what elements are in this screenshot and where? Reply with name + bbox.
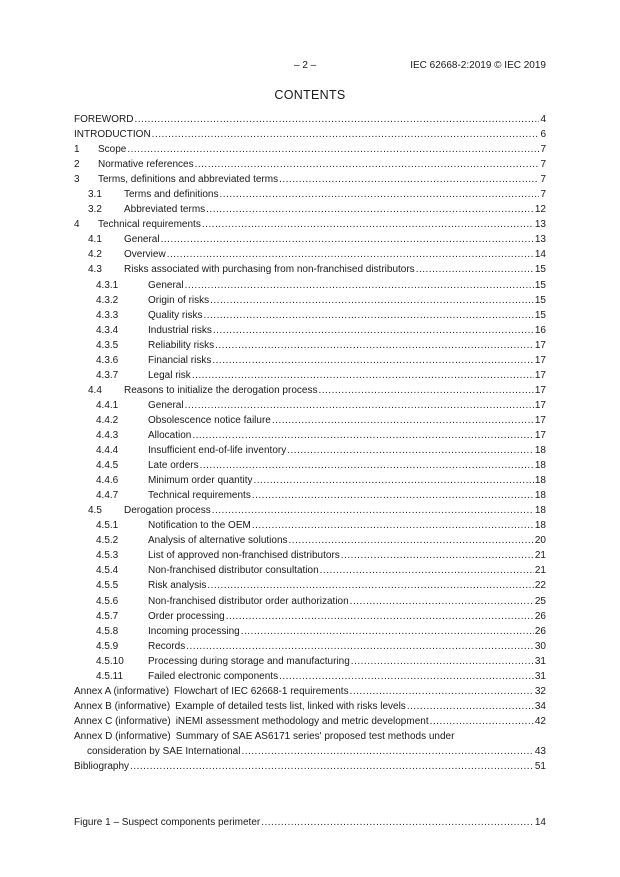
toc-entry-page: 42 bbox=[534, 715, 546, 727]
toc-entry-label: General bbox=[148, 279, 184, 291]
toc-entry-number: 4.2 bbox=[88, 249, 102, 261]
toc-entry-page: 7 bbox=[540, 189, 546, 201]
leader-dots bbox=[279, 669, 534, 684]
toc-entry[interactable] bbox=[74, 172, 546, 187]
toc-entry[interactable] bbox=[74, 669, 546, 684]
leader-dots bbox=[210, 293, 534, 308]
toc-entry-page: 18 bbox=[534, 505, 546, 517]
list-of-figures bbox=[74, 815, 546, 830]
leader-dots bbox=[350, 594, 534, 609]
toc-entry-page: 32 bbox=[534, 685, 546, 697]
toc-entry-page: 34 bbox=[534, 700, 546, 712]
toc-entry-number: 4.5.3 bbox=[96, 550, 119, 562]
toc-entry[interactable] bbox=[74, 323, 546, 338]
toc-entry[interactable] bbox=[74, 729, 546, 759]
toc-entry-label: List of approved non-franchised distributors bbox=[148, 550, 340, 562]
toc-entry-page: 7 bbox=[540, 174, 546, 186]
leader-dots bbox=[202, 217, 534, 232]
toc-entry-number: 4.4.3 bbox=[96, 429, 119, 441]
toc-entry-number: 4.5.4 bbox=[96, 565, 119, 577]
toc-entry-label: Normative references bbox=[98, 159, 194, 171]
toc-entry-number: 4.5.1 bbox=[96, 520, 119, 532]
toc-entry-page: 18 bbox=[534, 445, 546, 457]
toc-entry-page: 17 bbox=[534, 354, 546, 366]
leader-dots bbox=[212, 353, 534, 368]
toc-entry-label: Minimum order quantity bbox=[148, 475, 253, 487]
toc-entry[interactable] bbox=[74, 157, 546, 172]
toc-entry-page: 18 bbox=[534, 520, 546, 532]
toc-entry-number: 4.4.2 bbox=[96, 414, 119, 426]
table-of-contents bbox=[74, 112, 546, 774]
toc-entry-number: 3.2 bbox=[88, 204, 102, 216]
toc-entry-label: Allocation bbox=[148, 429, 192, 441]
toc-entry-label: iNEMI assessment methodology and metric development bbox=[175, 715, 429, 727]
toc-entry-label: Flowchart of IEC 62668-1 requirements bbox=[174, 685, 349, 697]
leader-dots bbox=[134, 112, 539, 127]
toc-entry[interactable] bbox=[74, 308, 546, 323]
standard-reference: IEC 62668-2:2019 © IEC 2019 bbox=[410, 60, 546, 71]
toc-entry-number: 4 bbox=[74, 219, 80, 231]
toc-entry[interactable] bbox=[74, 714, 546, 729]
toc-entry[interactable] bbox=[74, 473, 546, 488]
leader-dots bbox=[207, 578, 534, 593]
toc-entry-number: 4.3.2 bbox=[96, 294, 119, 306]
toc-entry-label: Late orders bbox=[148, 460, 199, 472]
toc-entry-label: Example of detailed tests list, linked with risks levels bbox=[175, 700, 406, 712]
toc-entry-label: General bbox=[124, 234, 160, 246]
toc-entry-label: Records bbox=[148, 640, 186, 652]
figure-entry[interactable] bbox=[74, 815, 546, 830]
page-title: CONTENTS bbox=[274, 88, 346, 102]
toc-entry[interactable] bbox=[74, 413, 546, 428]
toc-entry-page: 21 bbox=[534, 550, 546, 562]
toc-entry-number: 4.4.4 bbox=[96, 445, 119, 457]
toc-entry[interactable] bbox=[74, 142, 546, 157]
toc-entry[interactable] bbox=[74, 563, 546, 578]
toc-entry-number: 4.3.7 bbox=[96, 369, 119, 381]
toc-entry-label: Industrial risks bbox=[148, 324, 212, 336]
toc-entry[interactable] bbox=[74, 428, 546, 443]
leader-dots bbox=[206, 202, 534, 217]
toc-entry[interactable] bbox=[74, 518, 546, 533]
toc-entry[interactable] bbox=[74, 594, 546, 609]
toc-entry-page: 30 bbox=[534, 640, 546, 652]
toc-entry-label: Abbreviated terms bbox=[124, 204, 206, 216]
toc-entry-label: Technical requirements bbox=[148, 490, 251, 502]
leader-dots bbox=[351, 654, 534, 669]
toc-entry-label: Incoming processing bbox=[148, 625, 240, 637]
toc-entry-label: Technical requirements bbox=[98, 219, 201, 231]
toc-entry[interactable] bbox=[74, 112, 546, 127]
toc-entry[interactable] bbox=[74, 383, 546, 398]
toc-entry-page: 7 bbox=[540, 144, 546, 156]
leader-dots bbox=[318, 383, 533, 398]
toc-entry[interactable] bbox=[74, 503, 546, 518]
toc-entry[interactable] bbox=[74, 202, 546, 217]
toc-entry-page: 25 bbox=[534, 595, 546, 607]
leader-dots bbox=[287, 443, 534, 458]
toc-entry[interactable] bbox=[74, 458, 546, 473]
toc-entry-label: Quality risks bbox=[148, 309, 203, 321]
toc-entry[interactable] bbox=[74, 338, 546, 353]
toc-entry-page: 31 bbox=[534, 670, 546, 682]
toc-entry-number: 4.5.9 bbox=[96, 640, 119, 652]
leader-dots bbox=[186, 639, 534, 654]
page-header bbox=[0, 60, 620, 74]
toc-entry-number: 4.4.5 bbox=[96, 460, 119, 472]
toc-entry[interactable] bbox=[74, 398, 546, 413]
toc-entry-page: 18 bbox=[534, 475, 546, 487]
toc-entry[interactable] bbox=[74, 278, 546, 293]
toc-entry-number: Annex A (informative) bbox=[74, 685, 170, 697]
toc-entry-label: Derogation process bbox=[124, 505, 211, 517]
leader-dots bbox=[407, 699, 534, 714]
toc-entry-page: 20 bbox=[534, 535, 546, 547]
leader-dots bbox=[320, 563, 534, 578]
toc-entry-number: Annex D (informative) bbox=[74, 730, 171, 742]
leader-dots bbox=[185, 398, 534, 413]
toc-entry-label: General bbox=[148, 399, 184, 411]
toc-entry-label: Reliability risks bbox=[148, 339, 215, 351]
toc-entry-label: Analysis of alternative solutions bbox=[148, 535, 288, 547]
toc-entry-page: 17 bbox=[534, 399, 546, 411]
toc-entry-label: Failed electronic components bbox=[148, 670, 279, 682]
figure-entry-page: 14 bbox=[534, 817, 546, 828]
toc-entry-label: Obsolescence notice failure bbox=[148, 414, 271, 426]
toc-entry-number: 4.4 bbox=[88, 384, 102, 396]
toc-entry-page: 7 bbox=[540, 159, 546, 171]
leader-dots bbox=[167, 247, 534, 262]
toc-entry-number: 3 bbox=[74, 174, 80, 186]
toc-entry[interactable] bbox=[74, 293, 546, 308]
toc-entry-label: Insufficient end-of-life inventory bbox=[148, 445, 287, 457]
toc-entry-label: Non-franchised distributor consultation bbox=[148, 565, 319, 577]
leader-dots bbox=[272, 413, 534, 428]
toc-entry-number: 4.5.2 bbox=[96, 535, 119, 547]
toc-entry-page: 21 bbox=[534, 565, 546, 577]
toc-entry-page: 26 bbox=[534, 625, 546, 637]
toc-entry-page: 17 bbox=[534, 414, 546, 426]
toc-entry-number: Annex C (informative) bbox=[74, 715, 171, 727]
toc-entry-page: 17 bbox=[534, 429, 546, 441]
leader-dots bbox=[192, 428, 534, 443]
toc-entry-label: Reasons to initialize the derogation process bbox=[124, 384, 318, 396]
leader-dots bbox=[416, 262, 534, 277]
toc-entry[interactable] bbox=[74, 609, 546, 624]
leader-dots bbox=[279, 172, 539, 187]
toc-entry-label: Processing during storage and manufacturing bbox=[148, 655, 350, 667]
figure-entry-label: Figure 1 – Suspect components perimeter bbox=[74, 817, 261, 828]
toc-entry-label: Terms and definitions bbox=[124, 189, 219, 201]
toc-entry-label: Terms, definitions and abbreviated terms bbox=[98, 174, 279, 186]
toc-entry-number: 3.1 bbox=[88, 189, 102, 201]
leader-dots bbox=[252, 518, 534, 533]
leader-dots bbox=[220, 187, 540, 202]
toc-entry-label: INTRODUCTION bbox=[74, 129, 151, 141]
toc-entry-label: Non-franchised distributor order authorization bbox=[148, 595, 349, 607]
toc-entry-page: 31 bbox=[534, 655, 546, 667]
toc-entry[interactable] bbox=[74, 127, 546, 142]
toc-entry-page: 4 bbox=[540, 114, 546, 125]
leader-dots bbox=[253, 473, 533, 488]
leader-dots bbox=[215, 338, 534, 353]
toc-entry-page: 17 bbox=[534, 384, 546, 396]
toc-entry-page: 15 bbox=[534, 279, 546, 291]
toc-entry-label: Legal risk bbox=[148, 369, 191, 381]
toc-entry-label: FOREWORD bbox=[74, 114, 134, 125]
toc-entry-label-continued: consideration by SAE International bbox=[87, 745, 241, 757]
toc-entry[interactable] bbox=[74, 578, 546, 593]
toc-entry-number: 4.5.10 bbox=[96, 655, 124, 667]
toc-entry-page: 17 bbox=[534, 339, 546, 351]
toc-entry-page: 43 bbox=[534, 745, 546, 757]
toc-entry-number: 4.5 bbox=[88, 505, 102, 517]
toc-entry[interactable] bbox=[74, 488, 546, 503]
leader-dots bbox=[200, 458, 534, 473]
toc-entry-label: Scope bbox=[98, 144, 127, 156]
toc-entry-label: Overview bbox=[124, 249, 166, 261]
toc-entry-number: 4.1 bbox=[88, 234, 102, 246]
toc-entry-number: 4.3 bbox=[88, 264, 102, 276]
toc-entry[interactable] bbox=[74, 232, 546, 247]
leader-dots bbox=[430, 714, 534, 729]
toc-entry-number: 4.5.5 bbox=[96, 580, 119, 592]
toc-entry-page: 15 bbox=[534, 294, 546, 306]
toc-entry-label: Order processing bbox=[148, 610, 225, 622]
toc-entry-number: 4.5.7 bbox=[96, 610, 119, 622]
leader-dots bbox=[350, 684, 534, 699]
toc-entry-number: 2 bbox=[74, 159, 80, 171]
leader-dots bbox=[226, 609, 534, 624]
leader-dots bbox=[241, 744, 533, 759]
toc-entry-number: 4.3.1 bbox=[96, 279, 119, 291]
toc-entry[interactable] bbox=[74, 443, 546, 458]
toc-entry-label: Notification to the OEM bbox=[148, 520, 251, 532]
toc-entry-page: 14 bbox=[534, 249, 546, 261]
leader-dots bbox=[192, 368, 534, 383]
toc-entry-number: 4.5.8 bbox=[96, 625, 119, 637]
toc-entry-number: Annex B (informative) bbox=[74, 700, 171, 712]
toc-entry[interactable] bbox=[74, 684, 546, 699]
toc-entry-page: 13 bbox=[534, 234, 546, 246]
toc-entry[interactable] bbox=[74, 217, 546, 232]
toc-entry-label: Risks associated with purchasing from non-franchised distributors bbox=[124, 264, 415, 276]
leader-dots bbox=[152, 127, 540, 142]
toc-entry-number: 1 bbox=[74, 144, 80, 156]
toc-entry[interactable] bbox=[74, 654, 546, 669]
toc-entry[interactable] bbox=[74, 533, 546, 548]
toc-entry-number: 4.3.4 bbox=[96, 324, 119, 336]
toc-entry-page: 16 bbox=[534, 324, 546, 336]
toc-entry-page: 22 bbox=[534, 580, 546, 592]
leader-dots bbox=[341, 548, 534, 563]
leader-dots bbox=[252, 488, 534, 503]
toc-entry[interactable] bbox=[74, 247, 546, 262]
page-number: – 2 – bbox=[294, 60, 317, 71]
toc-entry-page: 6 bbox=[540, 129, 546, 141]
leader-dots bbox=[203, 308, 533, 323]
toc-entry-number: 4.3.6 bbox=[96, 354, 119, 366]
toc-entry-label: Origin of risks bbox=[148, 294, 210, 306]
toc-entry-number: 4.4.7 bbox=[96, 490, 119, 502]
toc-entry[interactable] bbox=[74, 699, 546, 714]
toc-entry-number: 4.4.1 bbox=[96, 399, 119, 411]
toc-entry-label: Financial risks bbox=[148, 354, 212, 366]
toc-entry[interactable] bbox=[74, 548, 546, 563]
toc-entry[interactable] bbox=[74, 353, 546, 368]
toc-entry-label: Bibliography bbox=[74, 761, 130, 773]
toc-entry-page: 26 bbox=[534, 610, 546, 622]
leader-dots bbox=[261, 815, 534, 830]
leader-dots bbox=[212, 503, 534, 518]
toc-entry-page: 18 bbox=[534, 490, 546, 502]
toc-entry-page: 18 bbox=[534, 460, 546, 472]
toc-entry-number: 4.3.3 bbox=[96, 309, 119, 321]
toc-entry[interactable] bbox=[74, 187, 546, 202]
leader-dots bbox=[241, 624, 534, 639]
toc-entry-page: 15 bbox=[534, 264, 546, 276]
toc-entry[interactable] bbox=[74, 368, 546, 383]
toc-entry[interactable] bbox=[74, 759, 546, 774]
toc-entry-number: 4.5.11 bbox=[96, 670, 124, 682]
leader-dots bbox=[289, 533, 534, 548]
leader-dots bbox=[127, 142, 539, 157]
toc-entry-page: 12 bbox=[534, 204, 546, 216]
toc-entry-label: Summary of SAE AS6171 series' proposed test methods under bbox=[175, 730, 455, 742]
toc-entry-page: 13 bbox=[534, 219, 546, 231]
toc-entry-number: 4.4.6 bbox=[96, 475, 119, 487]
toc-entry-number: 4.5.6 bbox=[96, 595, 119, 607]
toc-entry[interactable] bbox=[74, 624, 546, 639]
toc-entry-number: 4.3.5 bbox=[96, 339, 119, 351]
leader-dots bbox=[130, 759, 534, 774]
toc-entry-page: 51 bbox=[534, 761, 546, 773]
leader-dots bbox=[161, 232, 534, 247]
leader-dots bbox=[195, 157, 540, 172]
toc-entry-label: Risk analysis bbox=[148, 580, 207, 592]
leader-dots bbox=[185, 278, 534, 293]
toc-entry-page: 15 bbox=[534, 309, 546, 321]
leader-dots bbox=[213, 323, 534, 338]
toc-entry[interactable] bbox=[74, 639, 546, 654]
toc-entry-page: 17 bbox=[534, 369, 546, 381]
toc-entry[interactable] bbox=[74, 262, 546, 277]
